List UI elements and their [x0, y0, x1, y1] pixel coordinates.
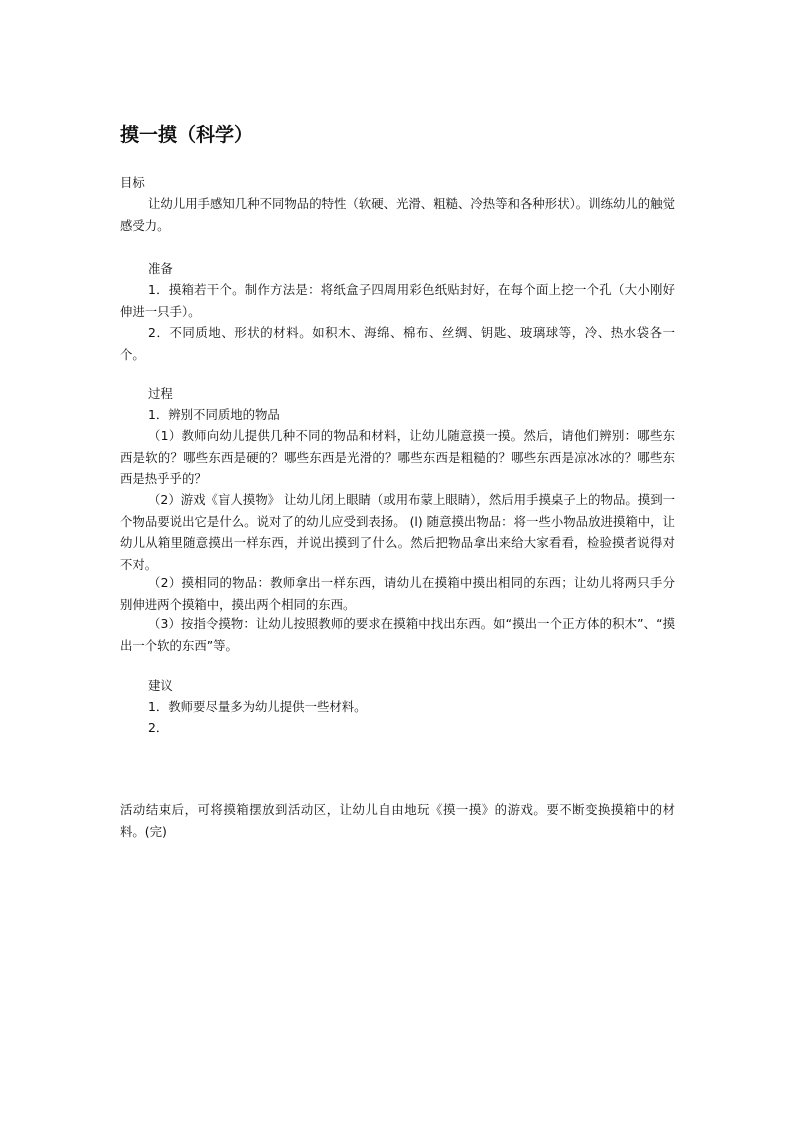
process-subheading: 1．辨别不同质地的物品 — [148, 407, 280, 422]
suggest-item-2: 2． — [148, 720, 169, 735]
suggest-heading: 建议 — [148, 678, 173, 693]
process-step: （1）教师向幼儿提供几种不同的物品和材料，让幼儿随意摸一摸。然后，请他们辨别：哪些东西是软的？哪些东西是硬的？哪些东西是光滑的？哪些东西是粗糙的？哪些东西是凉冰冰的？哪些东西是热乎乎的？ — [120, 428, 675, 486]
prep-item-2: 2．不同质地、形状的材料。如积木、海绵、棉布、丝绸、钥匙、玻璃球等，冷、热水袋各一个。 — [120, 325, 675, 362]
process-step: （2）游戏《盲人摸物》 让幼儿闭上眼睛（或用布蒙上眼睛），然后用手摸桌子上的物品。摸到一个物品要说出它是什么。说对了的幼儿应受到表扬。 (l) 随意摸出物品：将一些小物品放进摸箱中，让幼儿从箱里随意摸出一样东西，并说出摸到了什么。然后把物品拿出来给大家看看，检验摸者说得对不对。 — [120, 492, 675, 572]
prep-item-1: 1．摸箱若干个。制作方法是：将纸盒子四周用彩色纸贴封好，在每个面上挖一个孔（大小刚好伸进一只手）。 — [120, 282, 675, 319]
process-step: （3）按指令摸物：让幼儿按照教师的要求在摸箱中找出东西。如“摸出一个正方体的积木”、“摸出一个软的东西”等。 — [120, 616, 675, 653]
document-page — [120, 0, 675, 1122]
goal-heading: 目标 — [120, 175, 145, 190]
process-heading: 过程 — [148, 386, 173, 401]
process-step: （2）摸相同的物品：教师拿出一样东西，请幼儿在摸箱中摸出相同的东西；让幼儿将两只手分别伸进两个摸箱中，摸出两个相同的东西。 — [120, 575, 675, 612]
document-title: 摸一摸（科学） — [120, 124, 254, 146]
goal-text: 让幼儿用手感知几种不同物品的特性（软硬、光滑、粗糙、冷热等和各种形状）。训练幼儿的触觉感受力。 — [120, 196, 675, 233]
suggest-item-1: 1．教师要尽量多为幼儿提供一些材料。 — [148, 699, 367, 714]
prep-heading: 准备 — [148, 261, 173, 276]
ending-text: 活动结束后，可将摸箱摆放到活动区，让幼儿自由地玩《摸一摸》的游戏。要不断变换摸箱中的材料。(完) — [120, 802, 675, 839]
